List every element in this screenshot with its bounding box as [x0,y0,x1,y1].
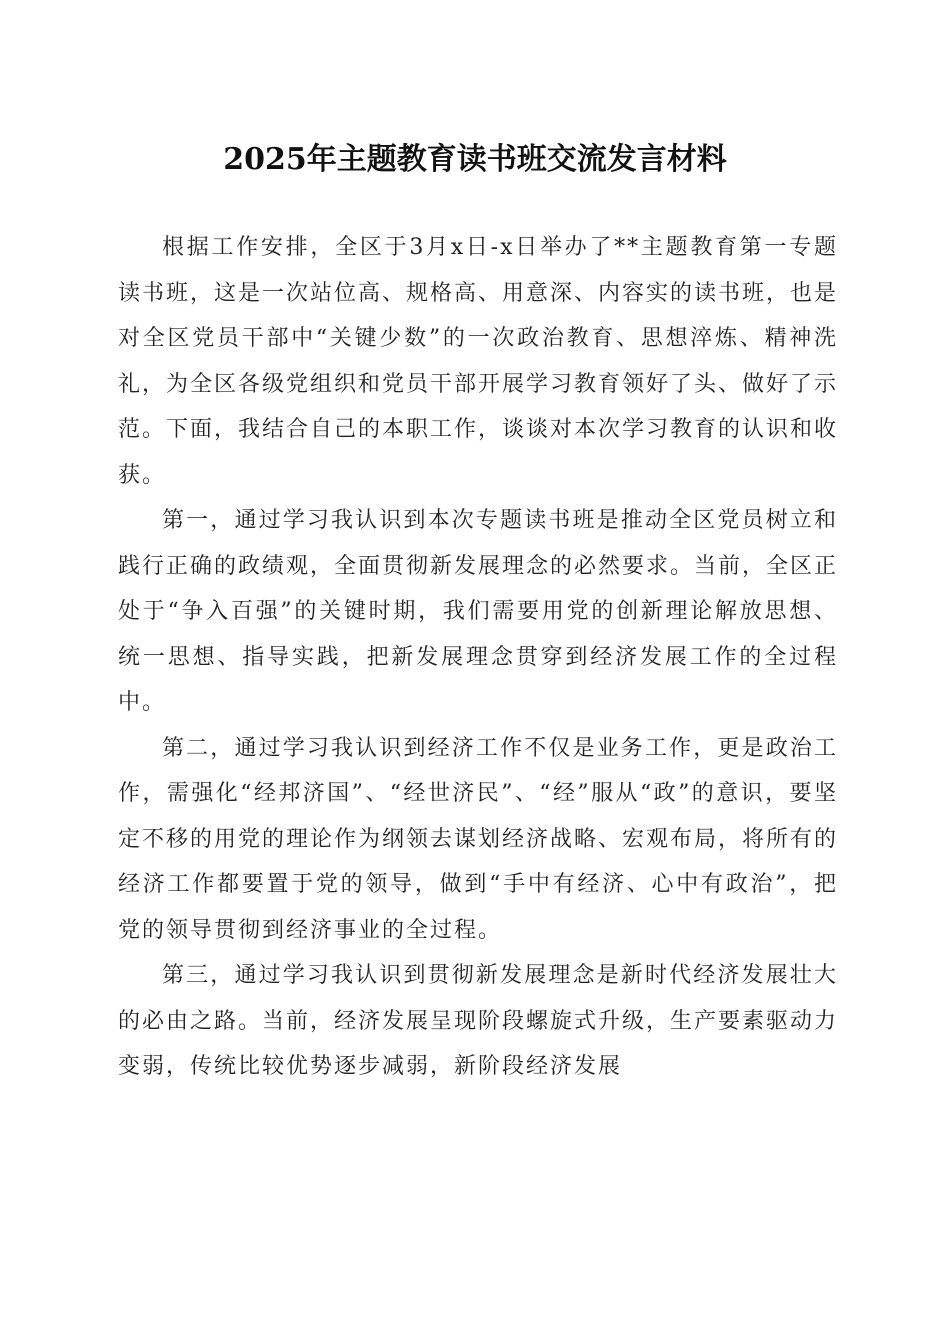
paragraph-first-point: 第一，通过学习我认识到本次专题读书班是推动全区党员树立和践行正确的政绩观，全面贯彻新发展理念的必然要求。当前，全区正处于“争入百强”的关键时期，我们需要用党的创新理论解放思想、统一思想、指导实践，把新发展理念贯穿到经济发展工作的全过程中。 [118,508,839,715]
paragraph-intro: 根据工作安排，全区于3月x日-x日举办了**主题教育第一专题读书班，这是一次站位高、规格高、用意深、内容实的读书班，也是对全区党员干部中“关键少数”的一次政治教育、思想淬炼、精神洗礼，为全区各级党组织和党员干部开展学习教育领好了头、做好了示范。下面，我结合自己的本职工作，谈谈对本次学习教育的认识和收获。 [118,235,839,488]
document-body [118,225,838,1090]
document-title: 2025年主题教育读书班交流发言材料 [223,142,727,177]
paragraph-second-point: 第二，通过学习我认识到经济工作不仅是业务工作，更是政治工作，需强化“经邦济国”、“经世济民”、“经”服从“政”的意识，要坚定不移的用党的理论作为纲领去谋划经济战略、宏观布局，将所有的经济工作都要置于党的领导，做到“手中有经济、心中有政治”，把党的领导贯彻到经济事业的全过程。 [118,735,839,943]
paragraph-third-point: 第三，通过学习我认识到贯彻新发展理念是新时代经济发展壮大的必由之路。当前，经济发展呈现阶段螺旋式升级，生产要素驱动力变弱，传统比较优势逐步减弱，新阶段经济发展 [118,963,839,1079]
